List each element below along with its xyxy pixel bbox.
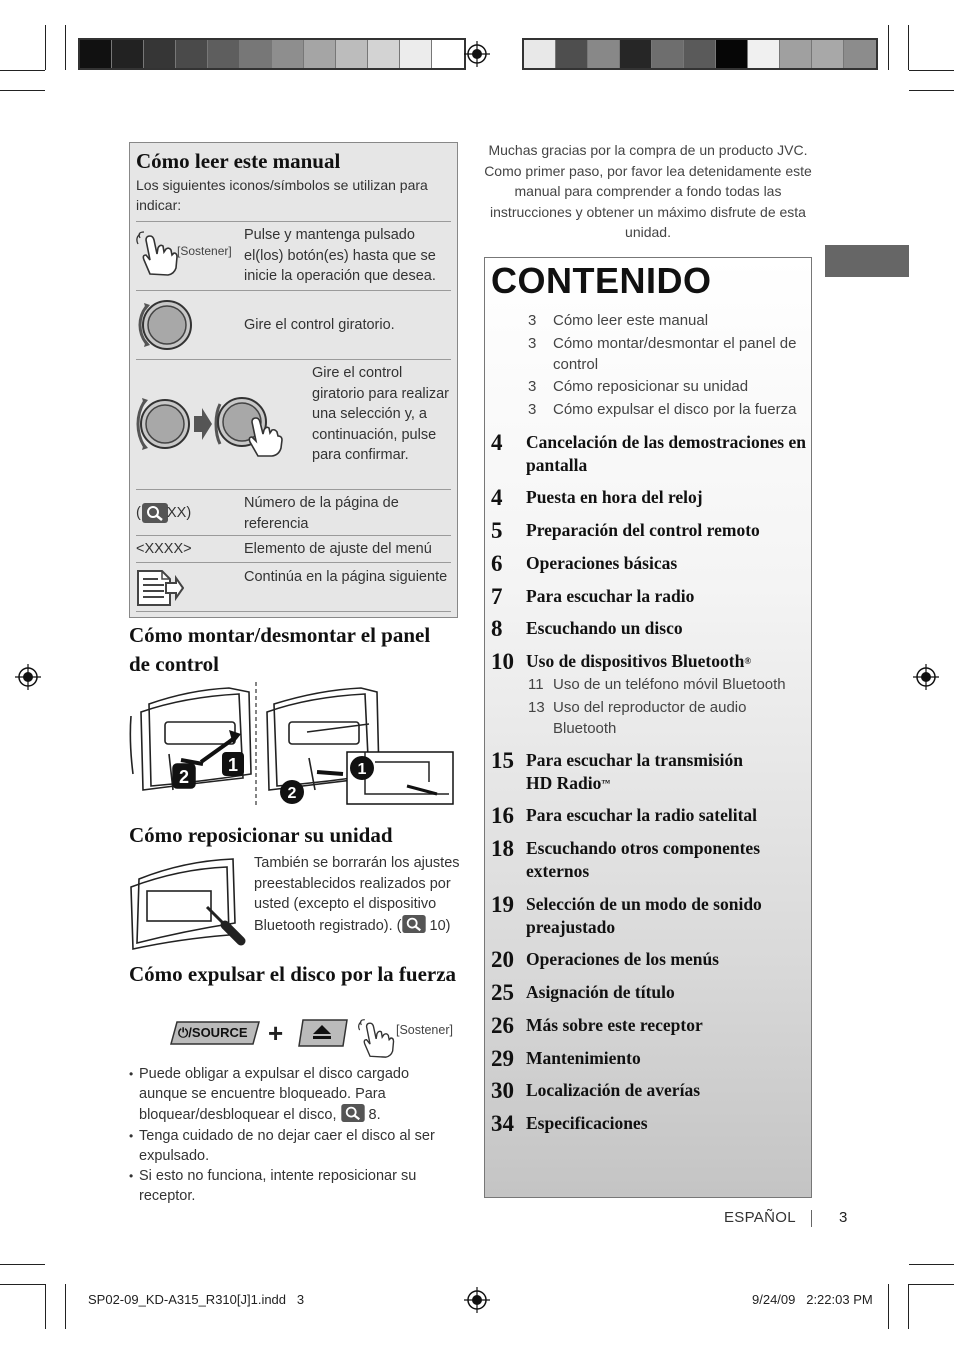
table-of-contents — [484, 257, 812, 1198]
toc-page: 15 — [491, 748, 514, 773]
color-swatch — [684, 40, 716, 68]
crop-mark — [65, 1284, 66, 1329]
crop-mark — [888, 25, 889, 70]
symbol-row-rotate — [136, 290, 451, 359]
toc-page: 4 — [491, 485, 503, 510]
color-swatch — [556, 40, 588, 68]
crop-mark — [908, 25, 909, 70]
crop-mark — [0, 1284, 45, 1285]
crop-mark — [45, 25, 46, 70]
hand-press-icon — [136, 230, 180, 276]
color-swatch — [748, 40, 780, 68]
crop-mark — [909, 90, 954, 91]
menu-desc: Elemento de ajuste del menú — [244, 541, 432, 557]
eject-notes-list — [129, 1064, 459, 1206]
toc-label: Escuchando un disco — [526, 618, 683, 638]
toc-label: Selección de un modo de sonido preajustado — [526, 894, 762, 937]
toc-label: Cancelación de las demostraciones en pantalla — [526, 432, 806, 475]
toc-label: Puesta en hora del reloj — [526, 487, 703, 507]
svg-text:1: 1 — [357, 761, 367, 778]
color-swatch — [652, 40, 684, 68]
toc-label: Escuchando otros componentes externos — [526, 838, 761, 881]
color-bar-left — [78, 38, 466, 70]
crop-mark — [908, 1284, 909, 1329]
color-swatch — [620, 40, 652, 68]
color-swatch — [368, 40, 400, 68]
toc-page: 25 — [491, 980, 514, 1005]
ref-xx: XX) — [167, 505, 192, 521]
toc-page: 18 — [491, 836, 514, 861]
registered-mark: ® — [744, 656, 752, 666]
registration-mark-icon — [913, 664, 939, 690]
manual-box-title: Cómo leer este manual — [136, 149, 341, 173]
crop-mark — [909, 1264, 954, 1265]
toc-label: Especificaciones — [526, 1113, 648, 1133]
rotary-knob-icon — [136, 295, 192, 355]
eject-button[interactable] — [297, 1018, 349, 1048]
registration-mark-icon — [464, 41, 490, 67]
symbol-row-rotate-press — [136, 359, 451, 489]
continue-page-icon — [136, 569, 184, 607]
toc-page: 29 — [491, 1046, 514, 1071]
toc-page: 20 — [491, 947, 514, 972]
color-swatch — [588, 40, 620, 68]
toc-label: Asignación de título — [526, 982, 675, 1002]
crop-mark — [909, 70, 954, 71]
registration-mark-icon — [464, 1287, 490, 1313]
toc-title: CONTENIDO — [491, 260, 712, 301]
symbol-row-menu — [136, 535, 451, 562]
color-swatch — [336, 40, 368, 68]
ref-open-paren: ( — [136, 505, 141, 521]
color-swatch — [144, 40, 176, 68]
toc-label: Más sobre este receptor — [526, 1015, 703, 1035]
trademark-mark: ™ — [601, 778, 611, 788]
force-eject-title: Cómo expulsar el disco por la fuerza — [129, 962, 457, 986]
toc-page: 3 — [528, 378, 537, 395]
hold-desc: Pulse y mantenga pulsado el(los) botón(es) hasta que se inicie la operación que desea. — [244, 227, 436, 284]
color-swatch — [432, 40, 464, 68]
list-item: • Tenga cuidado de no dejar caer el disco al ser expulsado. — [129, 1126, 459, 1166]
toc-label: Cómo expulsar el disco por la fuerza — [553, 401, 797, 418]
color-swatch — [844, 40, 876, 68]
color-swatch — [80, 40, 112, 68]
footer-separator — [811, 1210, 812, 1227]
reset-illustration — [129, 855, 247, 951]
crop-mark — [888, 1284, 889, 1329]
plus-sign: + — [268, 1018, 284, 1048]
svg-text:1: 1 — [227, 755, 239, 775]
mount-panel-title: Cómo montar/desmontar el panel de control — [129, 623, 431, 676]
toc-label: Operaciones de los menús — [526, 949, 719, 969]
color-swatch — [524, 40, 556, 68]
toc-label: Uso de dispositivos Bluetooth — [526, 651, 745, 671]
menu-symbol: <XXXX> — [136, 541, 192, 557]
magnifier-icon — [142, 503, 168, 523]
toc-page: 4 — [491, 430, 503, 455]
crop-mark — [0, 70, 45, 71]
toc-page: 26 — [491, 1013, 514, 1038]
note-text: Puede obligar a expulsar el disco cargado aunque se encuentre bloqueado. Para bloquear/desbloquear el disco, — [139, 1066, 410, 1124]
svg-text:2: 2 — [178, 767, 190, 787]
toc-page: 19 — [491, 892, 514, 917]
reset-unit-title: Cómo reposicionar su unidad — [129, 823, 393, 847]
reference-desc: Número de la página de referencia — [244, 495, 399, 532]
toc-label: Localización de averías — [526, 1080, 701, 1100]
slug-filename: SP02-09_KD-A315_R310[J]1.indd 3 — [88, 1292, 305, 1307]
toc-label: Mantenimiento — [526, 1048, 641, 1068]
color-swatch — [716, 40, 748, 68]
toc-page: 8 — [491, 616, 503, 641]
toc-page: 10 — [491, 649, 514, 674]
color-bar-right — [522, 38, 878, 70]
color-swatch — [240, 40, 272, 68]
crop-mark — [0, 1264, 45, 1265]
rotate-press-desc: Gire el control giratorio para realizar una selección y, a continuación, pulse para confirmar. — [312, 365, 450, 463]
toc-label: Para escuchar la radio satelital — [526, 805, 758, 825]
language-tab-marker — [825, 245, 909, 277]
how-to-read-manual-box — [129, 142, 458, 618]
registration-mark-icon — [15, 664, 41, 690]
panel-mount-illustration — [129, 682, 459, 807]
toc-label: Uso de un teléfono móvil Bluetooth — [553, 676, 786, 693]
crop-mark — [65, 25, 66, 70]
color-swatch — [400, 40, 432, 68]
color-swatch — [304, 40, 336, 68]
toc-label: Cómo montar/desmontar el panel de control — [553, 335, 797, 373]
list-item: • Si esto no funciona, intente reposicionar su receptor. — [129, 1166, 459, 1206]
note-ref: 8. — [364, 1107, 381, 1124]
symbol-row-hold — [136, 221, 451, 290]
toc-label: Operaciones básicas — [526, 553, 678, 573]
toc-page: 7 — [491, 584, 503, 609]
svg-text:2: 2 — [287, 785, 297, 802]
crop-mark — [909, 1284, 954, 1285]
hand-press-icon — [355, 1018, 399, 1058]
toc-label: Cómo reposicionar su unidad — [553, 378, 749, 395]
color-swatch — [780, 40, 812, 68]
hold-label: [Sostener] — [177, 244, 232, 258]
reset-text: También se borrarán los ajustes preestablecidos realizados por usted (excepto el dispositivo Bluetooth registrado). ( — [254, 855, 460, 934]
list-item — [129, 1064, 459, 1126]
color-swatch — [272, 40, 304, 68]
toc-page: 6 — [491, 551, 503, 576]
toc-page: 3 — [528, 401, 537, 418]
reset-desc — [254, 853, 464, 936]
manual-box-intro: Los siguientes iconos/símbolos se utilizan para indicar: — [136, 177, 428, 213]
magnifier-icon — [402, 915, 426, 933]
toc-page: 11 — [528, 676, 544, 693]
toc-label: Uso del reproductor de audio Bluetooth — [553, 699, 747, 737]
toc-page: 13 — [528, 699, 545, 716]
footer-language: ESPAÑOL — [724, 1209, 796, 1226]
slug-date: 9/24/09 2:22:03 PM — [752, 1292, 873, 1307]
rotate-desc: Gire el control giratorio. — [244, 317, 395, 333]
color-swatch — [812, 40, 844, 68]
toc-page: 16 — [491, 803, 514, 828]
toc-page: 30 — [491, 1078, 514, 1103]
page-number: 3 — [839, 1209, 848, 1226]
hold-label: [Sostener] — [396, 1023, 453, 1037]
symbol-row-continue — [136, 562, 451, 612]
thanks-text: Muchas gracias por la compra de un producto JVC. Como primer paso, por favor lea detenidamente este manual para comprender a fondo todas las instrucciones y obtener un máximo disfrute de esta unidad. — [484, 142, 812, 240]
toc-label: Para escuchar la radio — [526, 586, 695, 606]
crop-mark — [0, 90, 45, 91]
color-swatch — [176, 40, 208, 68]
crop-mark — [45, 1284, 46, 1329]
toc-page: 34 — [491, 1111, 514, 1136]
rotate-and-press-icon — [136, 392, 286, 458]
color-swatch — [208, 40, 240, 68]
toc-label: Para escuchar la transmisión HD Radio — [526, 750, 743, 793]
source-button-label: ⏻/SOURCE — [178, 1025, 248, 1040]
toc-label: Cómo leer este manual — [553, 312, 709, 329]
toc-page: 3 — [528, 312, 537, 329]
continue-desc: Continúa en la página siguiente — [244, 569, 448, 585]
reset-ref-page: 10) — [425, 917, 451, 934]
symbol-row-reference — [136, 489, 451, 535]
magnifier-icon — [341, 1104, 365, 1122]
toc-page: 3 — [528, 335, 537, 352]
toc-label: Preparación del control remoto — [526, 520, 760, 540]
color-swatch — [112, 40, 144, 68]
toc-page: 5 — [491, 518, 503, 543]
